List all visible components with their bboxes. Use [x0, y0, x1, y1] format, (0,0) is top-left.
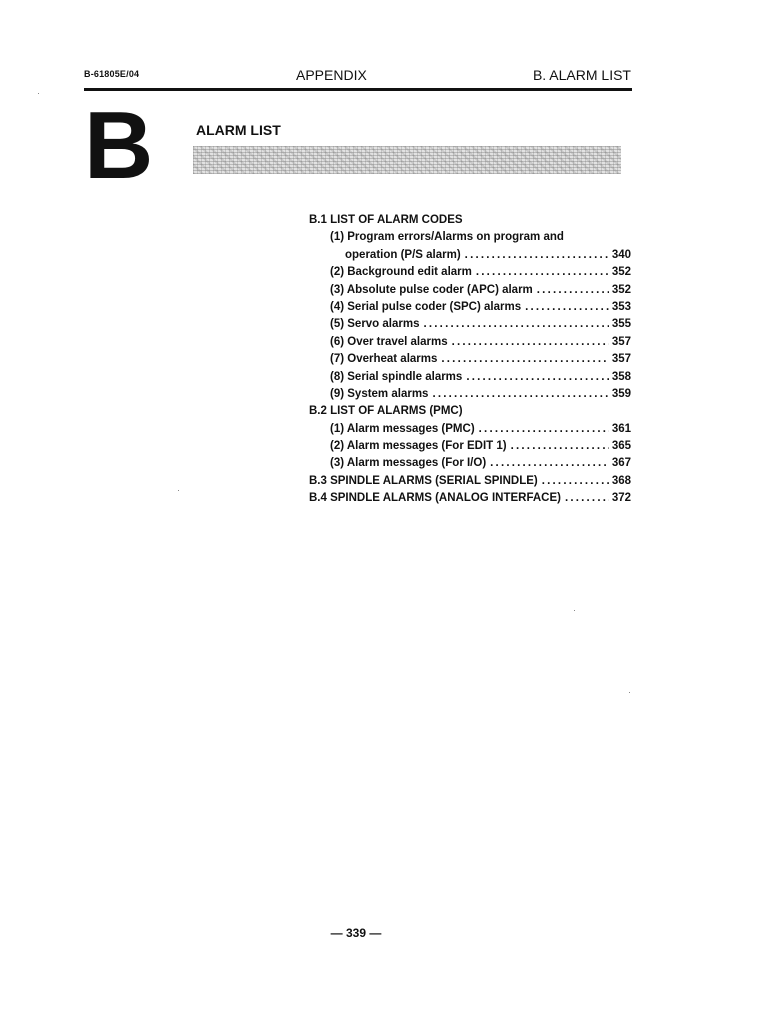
toc-item-page: 357 [611, 335, 631, 348]
toc-item-b2-1[interactable] [309, 421, 631, 438]
toc-item-page: 352 [611, 266, 631, 279]
toc-item-b1-5[interactable] [309, 316, 631, 333]
scan-speck [574, 610, 575, 611]
scan-speck [629, 692, 630, 693]
dot-leader [432, 386, 608, 403]
toc-item-label: (3) Absolute pulse coder (APC) alarm [330, 283, 533, 296]
dot-leader [525, 299, 609, 316]
toc-item-b1-3[interactable] [309, 282, 631, 299]
toc-item-b1-7[interactable] [309, 351, 631, 368]
toc-item-label: (9) System alarms [330, 387, 429, 400]
toc-heading-b3[interactable] [309, 473, 631, 490]
page-number: — 339 — [330, 926, 382, 940]
toc-item-b1-9[interactable] [309, 386, 631, 403]
toc-item-page: 340 [611, 248, 631, 261]
toc-item-page: 353 [611, 300, 631, 313]
toc-item-b2-3[interactable] [309, 455, 631, 472]
dot-leader [479, 421, 609, 438]
chapter-letter: B [84, 92, 152, 199]
toc-item-label: (2) Alarm messages (For EDIT 1) [330, 440, 507, 453]
dot-leader [537, 282, 609, 299]
toc-item-label: (8) Serial spindle alarms [330, 370, 463, 383]
toc-item-label: (2) Background edit alarm [330, 266, 472, 279]
toc-item-label: (5) Servo alarms [330, 318, 420, 331]
dot-leader [452, 334, 609, 351]
header-section-name: APPENDIX [296, 67, 367, 83]
toc-item-label: B.4 SPINDLE ALARMS (ANALOG INTERFACE) [309, 492, 561, 505]
dot-leader [565, 490, 609, 507]
dot-leader [465, 247, 609, 264]
toc-item-label: (1) Alarm messages (PMC) [330, 422, 475, 435]
table-of-contents [309, 212, 631, 508]
dot-leader [490, 455, 609, 472]
toc-heading-b4[interactable] [309, 490, 631, 507]
toc-item-b1-1-line1[interactable]: (1) Program errors/Alarms on program and [330, 231, 564, 244]
document-code: B-61805E/04 [84, 69, 140, 79]
toc-item-b1-4[interactable] [309, 299, 631, 316]
dot-leader [441, 351, 608, 368]
dot-leader [511, 438, 609, 455]
toc-item-page: 368 [611, 474, 631, 487]
toc-item-page: 357 [611, 353, 631, 366]
toc-item-label: (4) Serial pulse coder (SPC) alarms [330, 300, 522, 313]
header-rule [84, 88, 632, 91]
toc-item-page: 372 [611, 492, 631, 505]
toc-item-page: 361 [611, 422, 631, 435]
toc-heading-b2[interactable]: B.2 LIST OF ALARMS (PMC) [309, 405, 463, 418]
dot-leader [424, 316, 609, 333]
toc-item-b1-1[interactable] [309, 247, 631, 264]
toc-item-b1-8[interactable] [309, 369, 631, 386]
chapter-title: ALARM LIST [196, 122, 281, 138]
toc-item-page: 355 [611, 318, 631, 331]
scan-speck [38, 93, 39, 94]
dot-leader [466, 369, 609, 386]
toc-item-page: 367 [611, 457, 631, 470]
toc-item-label: B.3 SPINDLE ALARMS (SERIAL SPINDLE) [309, 474, 538, 487]
toc-item-b2-2[interactable] [309, 438, 631, 455]
toc-item-page: 358 [611, 370, 631, 383]
scan-speck [178, 490, 179, 491]
toc-item-label: (3) Alarm messages (For I/O) [330, 457, 487, 470]
toc-item-page: 359 [611, 387, 631, 400]
toc-item-b1-6[interactable] [309, 334, 631, 351]
dot-leader [542, 473, 609, 490]
toc-item-b1-2[interactable] [309, 264, 631, 281]
toc-item-label: operation (P/S alarm) [345, 248, 461, 261]
toc-heading-b1[interactable]: B.1 LIST OF ALARM CODES [309, 214, 463, 226]
toc-item-label: (7) Overheat alarms [330, 353, 438, 366]
toc-item-page: 365 [611, 440, 631, 453]
dot-leader [476, 264, 609, 281]
title-halftone-band [193, 146, 621, 174]
header-chapter-name: B. ALARM LIST [532, 67, 631, 83]
toc-item-page: 352 [611, 283, 631, 296]
toc-item-label: (6) Over travel alarms [330, 335, 448, 348]
